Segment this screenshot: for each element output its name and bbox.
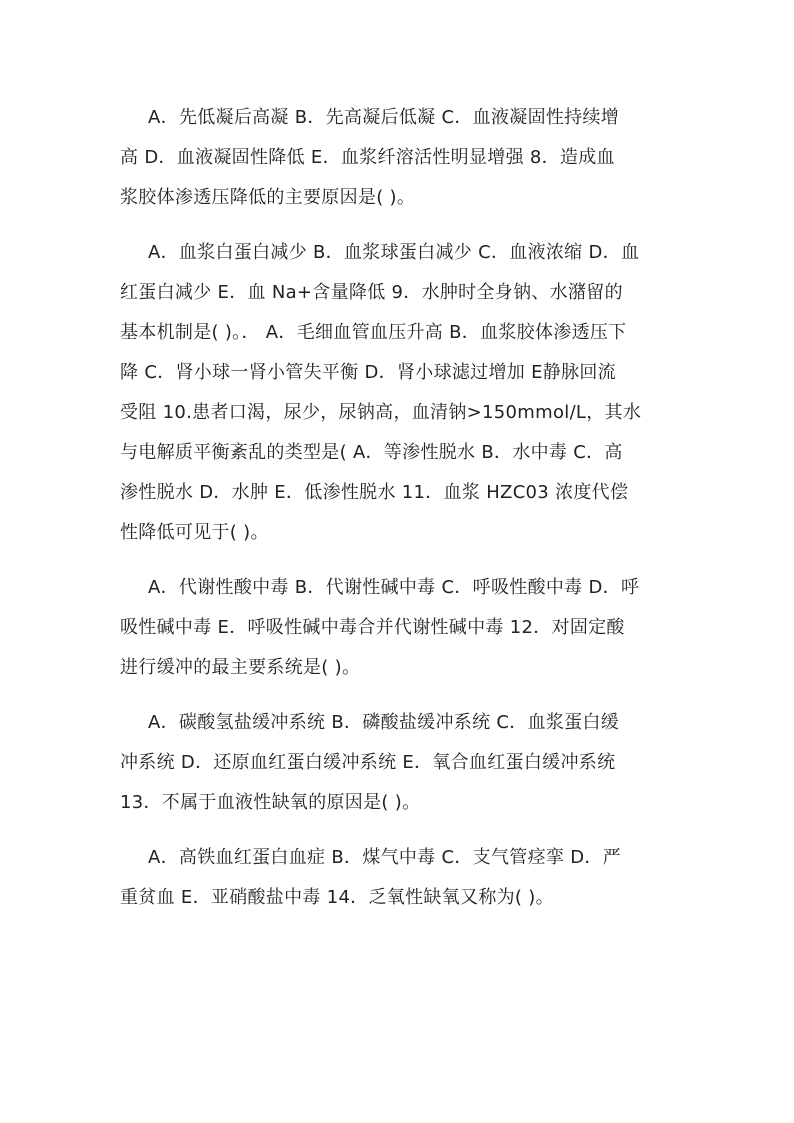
text-line: 进行缓冲的最主要系统是( )。 — [120, 657, 361, 678]
text-line: 重贫血 E．亚硝酸盐中毒 14．乏氧性缺氧又称为( )。 — [120, 887, 554, 908]
text-line: 与电解质平衡紊乱的类型是( A．等渗性脱水 B．水中毒 C．高 — [120, 442, 623, 463]
text-line: 浆胶体渗透压降低的主要原因是( )。 — [120, 187, 416, 208]
paragraph-5 — [120, 838, 690, 918]
text-line: A．血浆白蛋白减少 B．血浆球蛋白减少 C．血液浓缩 D．血 — [148, 242, 640, 263]
document-body — [120, 98, 690, 933]
paragraph-2 — [120, 233, 690, 553]
text-line: 基本机制是( )。． A．毛细血管血压升高 B．血浆胶体渗透压下 — [120, 322, 627, 343]
text-line: 降 C．肾小球一肾小管失平衡 D．肾小球滤过增加 E静脉回流 — [120, 362, 616, 383]
paragraph-1 — [120, 98, 690, 218]
text-line: 渗性脱水 D．水肿 E．低渗性脱水 11．血浆 HZC03 浓度代偿 — [120, 482, 629, 503]
text-line: 红蛋白减少 E．血 Na+含量降低 9．水肿时全身钠、水潴留的 — [120, 282, 623, 303]
paragraph-4 — [120, 703, 690, 823]
text-line: 高 D．血液凝固性降低 E．血浆纤溶活性明显增强 8．造成血 — [120, 147, 615, 168]
text-line: A．先低凝后高凝 B．先高凝后低凝 C．血液凝固性持续增 — [148, 107, 620, 128]
text-line: A．代谢性酸中毒 B．代谢性碱中毒 C．呼吸性酸中毒 D．呼 — [148, 577, 640, 598]
text-line: 性降低可见于( )。 — [120, 522, 269, 543]
text-line: 13．不属于血液性缺氧的原因是( )。 — [120, 792, 421, 813]
text-line: 冲系统 D．还原血红蛋白缓冲系统 E．氧合血红蛋白缓冲系统 — [120, 752, 616, 773]
paragraph-3 — [120, 568, 690, 688]
text-line: A．碳酸氢盐缓冲系统 B．磷酸盐缓冲系统 C．血浆蛋白缓 — [148, 712, 620, 733]
text-line: 吸性碱中毒 E．呼吸性碱中毒合并代谢性碱中毒 12．对固定酸 — [120, 617, 625, 638]
text-line: A．高铁血红蛋白血症 B．煤气中毒 C．支气管痉挛 D．严 — [148, 847, 621, 868]
text-line: 受阻 10.患者口渴，尿少，尿钠高，血清钠>150mmol/L，其水 — [120, 402, 642, 423]
